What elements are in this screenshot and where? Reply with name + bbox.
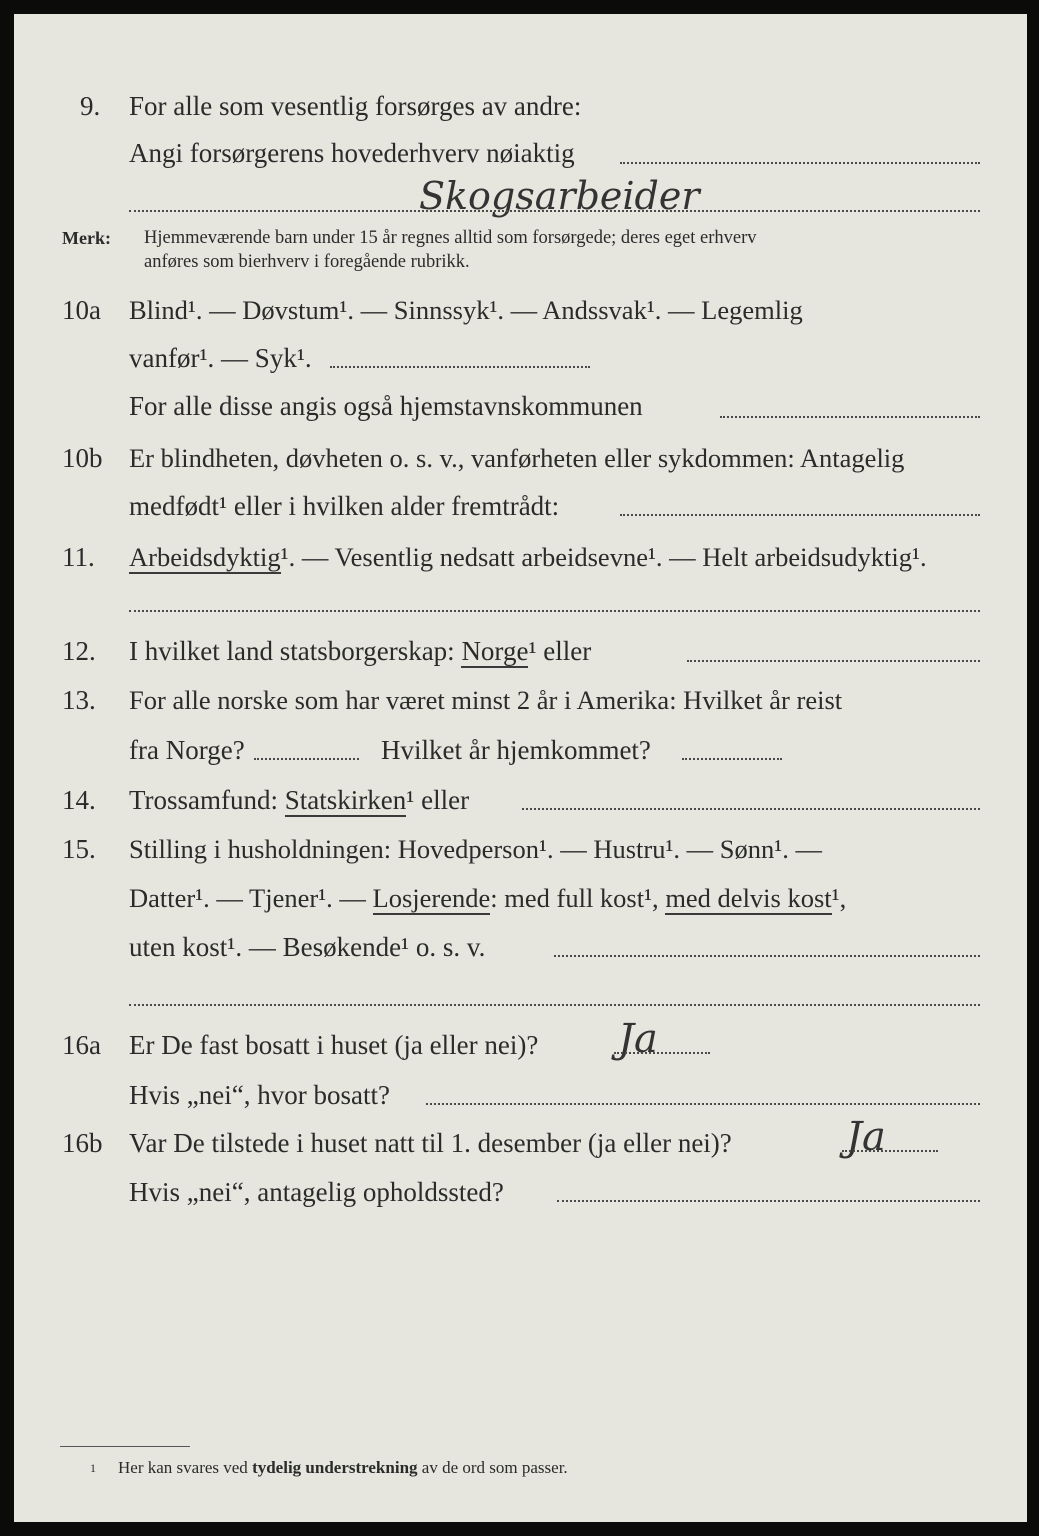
q12-pre: I hvilket land statsborgerskap: xyxy=(129,636,455,666)
q14-number: 14. xyxy=(62,785,96,815)
q10a-home-municipality-line[interactable] xyxy=(720,416,980,418)
q13-line1: For alle norske som har været minst 2 år i Amerika: Hvilket år reist xyxy=(129,685,843,715)
merk-line2: anføres som bierhverv i foregående rubrikk. xyxy=(144,252,470,272)
q14-answer-line[interactable] xyxy=(522,808,980,810)
q16a-line2: Hvis „nei“, hvor bosatt? xyxy=(129,1080,390,1110)
q11-line xyxy=(129,542,927,572)
q13-year-left-line[interactable] xyxy=(254,758,359,760)
q10b-number: 10b xyxy=(62,443,103,473)
q10b-line2: medfødt¹ eller i hvilken alder fremtrådt: xyxy=(129,491,560,521)
q16b-line2: Hvis „nei“, antagelig opholdssted? xyxy=(129,1177,504,1207)
footnote-rule xyxy=(60,1446,190,1447)
q14-post: ¹ eller xyxy=(406,785,470,815)
q15-line2a: Datter¹. — Tjener¹. — xyxy=(129,883,366,913)
footnote-pre: Her kan svares ved xyxy=(118,1458,248,1477)
q16b-whereabouts-line[interactable] xyxy=(557,1200,980,1202)
q10b-line1: Er blindheten, døvheten o. s. v., vanførheten eller sykdommen: Antagelig xyxy=(129,443,905,473)
q11-rest: ¹. — Vesentlig nedsatt arbeidsevne¹. — Helt arbeidsudyktig¹. xyxy=(280,542,927,572)
footnote-text xyxy=(118,1458,568,1478)
q10a-answer-line[interactable] xyxy=(330,366,590,368)
q15-number: 15. xyxy=(62,834,96,864)
footnote-post: av de ord som passer. xyxy=(421,1458,568,1477)
footnote-bold: tydelig understrekning xyxy=(252,1458,418,1477)
q12-option-norge: Norge xyxy=(461,636,529,666)
footnote-mark: 1 xyxy=(90,1461,96,1475)
q9-number: 9. xyxy=(80,91,101,121)
q15-line2 xyxy=(129,883,846,913)
q9-answer-line-2[interactable] xyxy=(129,210,980,212)
q15-line2e: ¹, xyxy=(831,883,847,913)
q11-option-arbeidsdyktig: Arbeidsdyktig xyxy=(129,542,281,572)
q12-post: ¹ eller xyxy=(528,636,592,666)
q14-option-statskirken: Statskirken xyxy=(284,785,407,815)
q10a-line3: For alle disse angis også hjemstavnskommunen xyxy=(129,391,643,421)
q16b-line1: Var De tilstede i huset natt til 1. desember (ja eller nei)? xyxy=(129,1128,732,1158)
q10a-number: 10a xyxy=(62,295,101,325)
q10b-answer-line[interactable] xyxy=(620,514,980,516)
q15-line3: uten kost¹. — Besøkende¹ o. s. v. xyxy=(129,932,486,962)
merk-line1: Hjemmeværende barn under 15 år regnes alltid som forsørgede; deres eget erhverv xyxy=(144,228,757,248)
q12-number: 12. xyxy=(62,636,96,666)
q16a-residence-line[interactable] xyxy=(426,1103,980,1105)
q16b-handwritten-answer: Ja xyxy=(846,1114,886,1160)
q14-line xyxy=(129,785,469,815)
q10a-line1: Blind¹. — Døvstum¹. — Sinnssyk¹. — Andssvak¹. — Legemlig xyxy=(129,295,803,325)
q15-line1: Stilling i husholdningen: Hovedperson¹. — Hustru¹. — Sønn¹. — xyxy=(129,834,822,864)
q9-line1: For alle som vesentlig forsørges av andre: xyxy=(129,91,582,121)
q15-option-delvis-kost: med delvis kost xyxy=(665,883,832,913)
q15-option-losjerende: Losjerende xyxy=(372,883,491,913)
q13-year-returned-line[interactable] xyxy=(682,758,782,760)
q13-line2a: fra Norge? xyxy=(129,735,245,765)
census-form-page xyxy=(14,14,1027,1522)
q11-answer-line[interactable] xyxy=(129,610,980,612)
q14-pre: Trossamfund: xyxy=(129,785,279,815)
q16a-answer-line[interactable] xyxy=(614,1052,710,1054)
q16a-line1: Er De fast bosatt i huset (ja eller nei)? xyxy=(129,1030,539,1060)
merk-label: Merk: xyxy=(62,228,111,248)
q15-line2c: : med full kost¹, xyxy=(490,883,659,913)
q15-answer-line[interactable] xyxy=(554,955,980,957)
q16a-handwritten-answer: Ja xyxy=(618,1016,658,1062)
q16a-number: 16a xyxy=(62,1030,101,1060)
q13-line2b: Hvilket år hjemkommet? xyxy=(381,735,651,765)
q13-number: 13. xyxy=(62,685,96,715)
q10a-line2: vanfør¹. — Syk¹. xyxy=(129,343,312,373)
q12-line xyxy=(129,636,591,666)
q15-answer-line-2[interactable] xyxy=(129,1004,980,1006)
q16b-answer-line[interactable] xyxy=(842,1150,938,1152)
q12-answer-line[interactable] xyxy=(687,660,980,662)
q9-answer-line[interactable] xyxy=(620,162,980,164)
q9-handwritten-answer: Skogsarbeider xyxy=(419,174,700,218)
q11-number: 11. xyxy=(62,542,95,572)
q16b-number: 16b xyxy=(62,1128,103,1158)
q9-line2: Angi forsørgerens hovederhverv nøiaktig xyxy=(129,138,575,168)
